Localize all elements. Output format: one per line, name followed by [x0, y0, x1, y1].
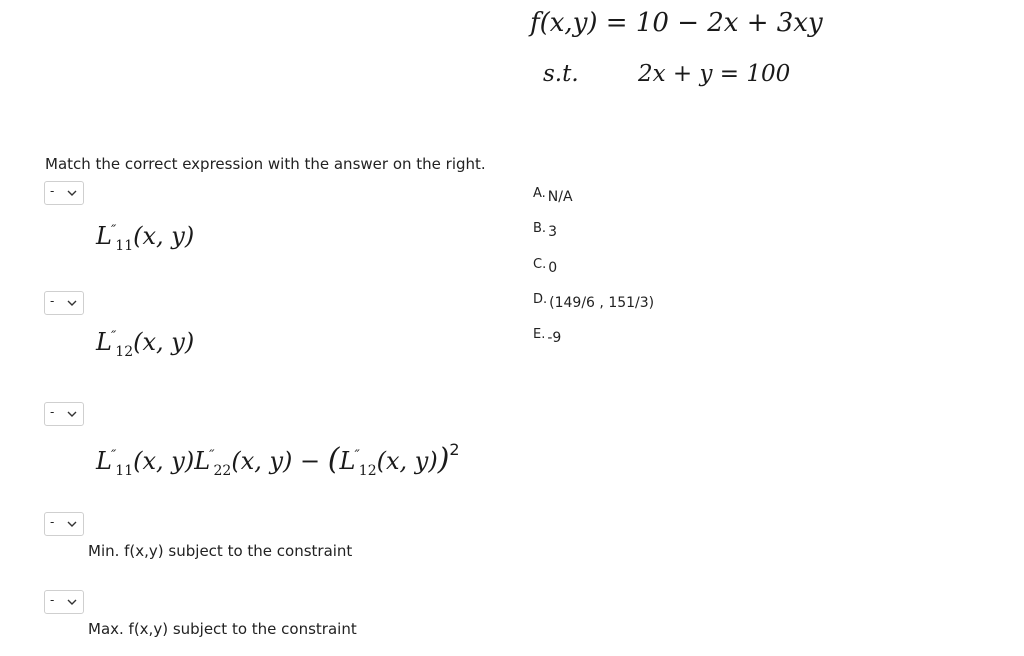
- answer-option-a: [533, 186, 573, 205]
- double-prime: ′′: [110, 223, 116, 239]
- answer-value: (149/6 , 151/3): [549, 295, 655, 311]
- answer-value: N/A: [547, 189, 573, 205]
- objective-function: f(x,y) = 10 − 2x + 3xy: [530, 8, 823, 38]
- chevron-down-icon: [66, 187, 78, 199]
- answer-option-e: [533, 327, 561, 346]
- l-symbol: L: [96, 328, 112, 356]
- chevron-down-icon: [66, 518, 78, 530]
- answer-select-1[interactable]: [44, 181, 84, 205]
- instructions-text: Match the correct expression with the answer on the right.: [45, 155, 486, 173]
- exponent: 2: [449, 440, 460, 459]
- expression-l11: [96, 222, 194, 254]
- chevron-down-icon: [66, 297, 78, 309]
- select-value: -: [50, 184, 55, 198]
- close-paren: ): [437, 442, 450, 477]
- arguments: (x, y): [133, 328, 195, 356]
- answer-select-5[interactable]: [44, 590, 84, 614]
- answer-select-4[interactable]: [44, 512, 84, 536]
- subscript: 22: [213, 463, 232, 479]
- answer-letter: D.: [533, 292, 548, 307]
- subscript: 11: [115, 463, 134, 479]
- l-symbol: L: [339, 447, 356, 475]
- open-paren: (: [327, 442, 340, 477]
- arguments: (x, y): [133, 222, 195, 250]
- select-value: -: [50, 405, 55, 419]
- expression-hessian-determinant: [96, 440, 460, 479]
- answer-value: 3: [548, 224, 557, 240]
- answer-value: -9: [547, 330, 562, 346]
- answer-option-c: [533, 257, 557, 276]
- answer-option-b: [533, 221, 557, 240]
- answer-letter: C.: [533, 257, 547, 272]
- subscript: 12: [115, 344, 134, 360]
- expression-l12: [96, 328, 194, 360]
- double-prime: ′′: [354, 448, 359, 464]
- l-symbol: L: [96, 447, 112, 475]
- l-symbol: L: [194, 447, 211, 475]
- select-value: -: [50, 593, 55, 607]
- chevron-down-icon: [66, 408, 78, 420]
- answer-select-3[interactable]: [44, 402, 84, 426]
- subject-to-label: s.t.: [543, 61, 579, 87]
- select-value: -: [50, 515, 55, 529]
- double-prime: ′′: [110, 329, 116, 345]
- item-max-text: Max. f(x,y) subject to the constraint: [88, 620, 357, 638]
- answer-letter: B.: [533, 221, 547, 236]
- select-value: -: [50, 294, 55, 308]
- arguments: (x, y): [133, 447, 195, 475]
- item-min-text: Min. f(x,y) subject to the constraint: [88, 542, 353, 560]
- subscript: 12: [358, 463, 377, 479]
- subscript: 11: [115, 238, 134, 254]
- answer-select-2[interactable]: [44, 291, 84, 315]
- chevron-down-icon: [66, 596, 78, 608]
- arguments: (x, y): [231, 447, 293, 475]
- minus-sign: −: [292, 447, 328, 475]
- answer-letter: A.: [533, 186, 546, 201]
- answer-value: 0: [548, 260, 558, 276]
- l-symbol: L: [96, 222, 112, 250]
- constraint-equation: 2x + y = 100: [638, 61, 791, 87]
- answer-letter: E.: [533, 327, 546, 342]
- double-prime: ′′: [110, 448, 116, 464]
- answer-option-d: [533, 292, 654, 311]
- double-prime: ′′: [209, 448, 214, 464]
- arguments: (x, y): [376, 447, 438, 475]
